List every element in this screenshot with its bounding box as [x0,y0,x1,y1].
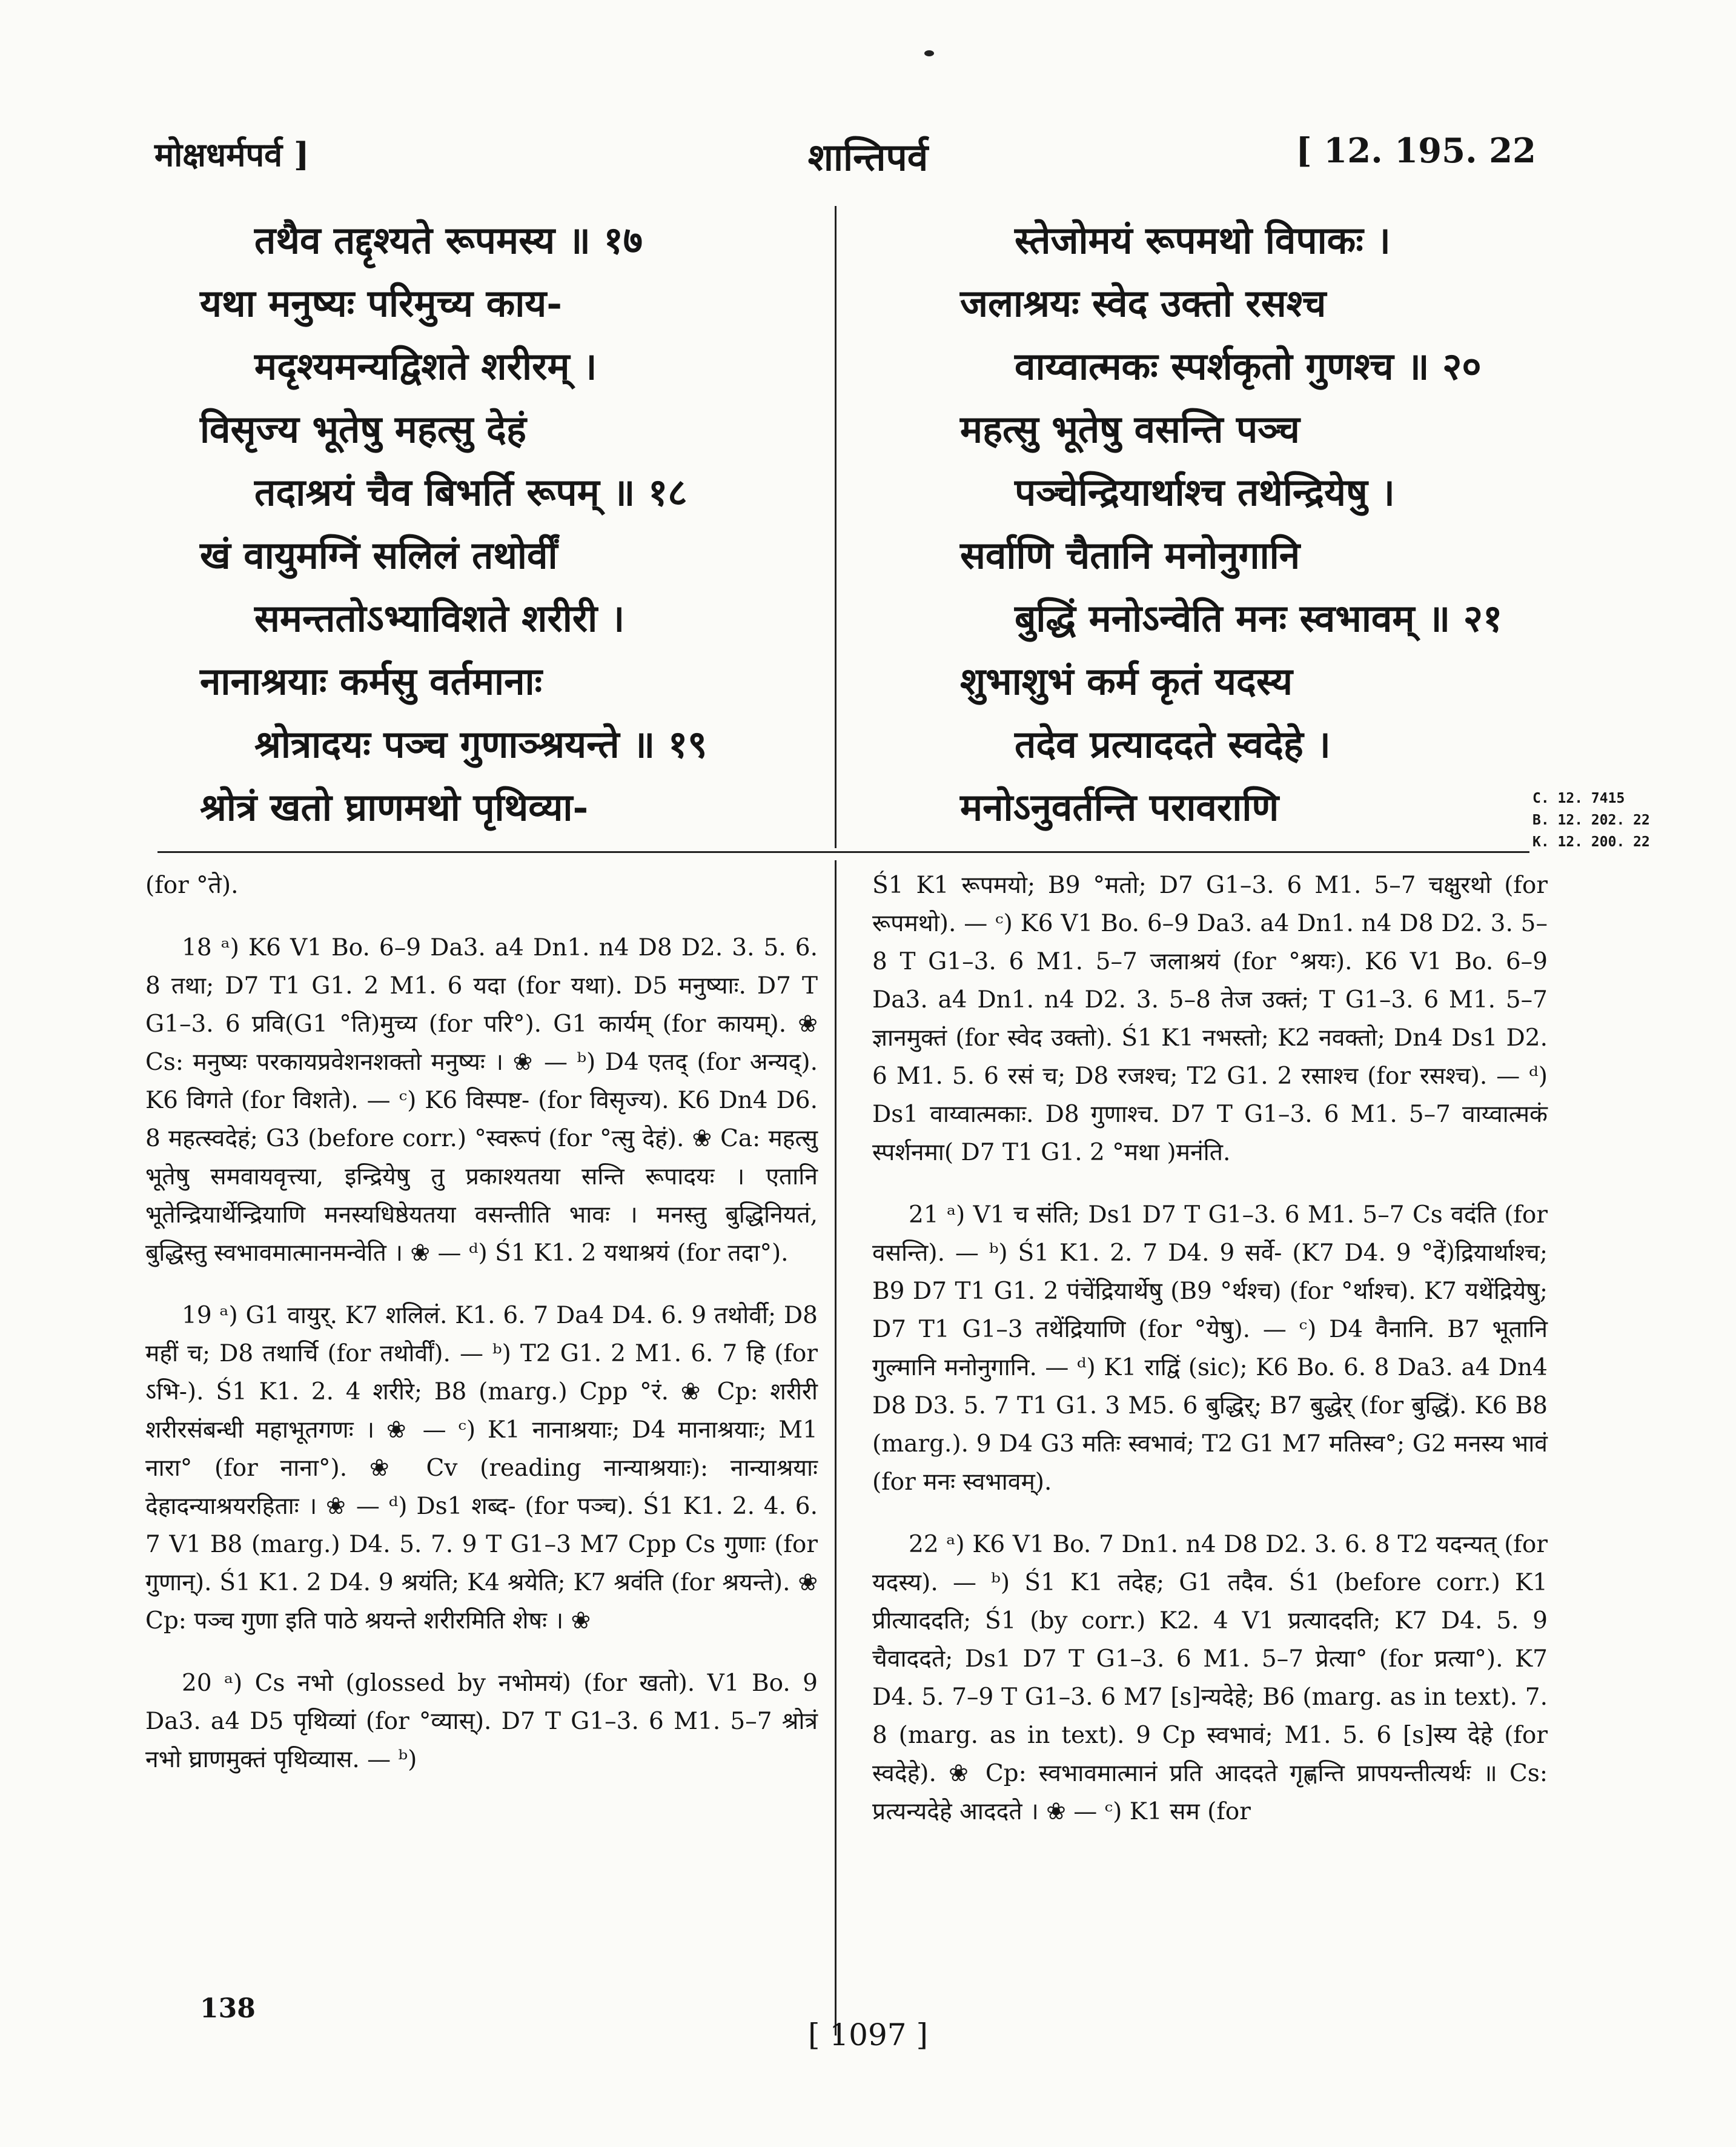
verse-line: विसृज्य भूतेषु महत्सु देहं [200,407,526,451]
verse-line: तथैव तद्दृश्यते रूपमस्य ॥ १७ [254,218,643,262]
concordance-references [1532,788,1650,853]
apparatus-note: Ś1 K1 रूपमयो; B9 °मतो; D7 G1–3. 6 M1. 5–7 चक्षुरथो (for रूपमथो). — ᶜ) K6 V1 Bo. 6–9 Da3. a4 Dn1. n4 D8 D2. 3. 5–8 T G1–3. 6 M1. 5–7 जलाश्रयं (for °श्रयः). K6 V1 Bo. 6–9 Da3. a4 Dn1. n4 D2. 3. 5–8 तेज उक्तं; T G1–3. 6 M1. 5–7 ज्ञानमुक्तं (for स्वेद उक्तो). Ś1 K1 नभस्तो; K2 नवक्तो; Dn4 Ds1 D2. 6 M1. 5. 6 रसं च; D8 रजश्च; T2 G1. 2 रसाश्च (for रसश्च). — ᵈ) Ds1 वाय्वात्मकाः. D8 गुणाश्च. D7 T G1–3. 6 M1. 5–7 वाय्वात्मकं स्पर्शनमा( D7 T1 G1. 2 °मथा )मनंति. [872,872,1548,1166]
verse-line: श्रोत्रं खतो घ्राणमथो पृथिव्या- [200,785,589,829]
column-divider-top [835,206,837,848]
concordance-entry: K. 12. 200. 22 [1532,834,1650,850]
critical-apparatus-right [872,866,1548,1855]
running-header-left: मोक्षधर्मपर्व ] [154,135,310,174]
verse-line: मनोऽनुवर्तन्ति परावराणि [960,785,1279,829]
verse-line: खं वायुमग्निं सलिलं तथोर्वीं [200,533,558,577]
apparatus-note: 20 ᵃ) Cs नभो (glossed by नभोमयं) (for खतो). V1 Bo. 9 Da3. a4 D5 पृथिव्यां (for °व्यास्). D7 T G1–3. 6 M1. 5–7 श्रोत्रं नभो घ्राणमुक्तं पृथिव्यास. — ᵇ) [145,1670,818,1773]
critical-apparatus-left [145,866,818,1803]
folio-number: [ 1097 ] [807,2017,929,2052]
verse-line: नानाश्रयाः कर्मसु वर्तमानाः [200,659,543,703]
concordance-entry: C. 12. 7415 [1532,791,1625,806]
column-divider-notes [835,860,837,2036]
verse-line: समन्ततोऽभ्याविशते शरीरी । [254,596,625,640]
verse-column-left [200,209,812,839]
apparatus-note: 22 ᵃ) K6 V1 Bo. 7 Dn1. n4 D8 D2. 3. 6. 8 T2 यदन्यत् (for यदस्य). — ᵇ) Ś1 K1 तदेह; G1 तदैव. Ś1 (before corr.) K1 प्रीत्याददति; Ś1 (by corr.) K2. 4 V1 प्रत्याददति; K7 D4. 5. 9 चैवाददते; Ds1 D7 T G1–3. 6 M1. 5–7 प्रेत्या° (for प्रत्या°). K7 D4. 5. 7–9 T G1–3. 6 M7 [s]न्यदेहे; B6 (marg. as in text). 7. 8 (marg. as in text). 9 Cp स्वभावं; M1. 5. 6 [s]स्य देहे (for स्वदेहे). ❀ Cp: स्वभावमात्मानं प्रति आददते गृह्णन्ति प्रापयन्तीत्यर्थः ॥ Cs: प्रत्यन्यदेहे आददते । ❀ — ᶜ) K1 सम (for [872,1531,1548,1825]
apparatus-note: 21 ᵃ) V1 च संति; Ds1 D7 T G1–3. 6 M1. 5–7 Cs वदंति (for वसन्ति). — ᵇ) Ś1 K1. 2. 7 D4. 9 सर्वे- (K7 D4. 9 °दें)द्रियार्थाश्च; B9 D7 T1 G1. 2 पंचेंद्रियार्थेषु (B9 °र्थश्च) (for °र्थाश्च). K7 यथेंद्रियेषु; D7 T1 G1–3 तथेंद्रियाणि (for °येषु). — ᶜ) D4 वैनानि. B7 भूतानि गुल्मानि मनोनुगानि. — ᵈ) K1 राद्विं (sic); K6 Bo. 6. 8 Da3. a4 Dn4 D8 D3. 5. 7 T1 G1. 3 M5. 6 बुद्धिर्; B7 बुद्धेर् (for बुद्धिं). K6 B8 (marg.). 9 D4 G3 मतिः स्वभावं; T2 G1 M7 मतिस्व°; G2 मनस्य भावं (for मनः स्वभावम्). [872,1201,1548,1496]
verse-line: महत्सु भूतेषु वसन्ति पञ्च [960,407,1300,451]
printer-mark [924,48,935,57]
verse-line: वाय्वात्मकः स्पर्शकृतो गुणश्च ॥ २० [1015,344,1482,388]
verse-line: श्रोत्रादयः पञ्च गुणाञ्श्रयन्ते ॥ १९ [254,722,707,766]
page-number: 138 [200,1993,256,2024]
footnote-rule [157,851,1529,853]
verse-line: यथा मनुष्यः परिमुच्य काय- [200,281,562,325]
verse-line: जलाश्रयः स्वेद उक्तो रसश्च [960,281,1327,325]
apparatus-note: 18 ᵃ) K6 V1 Bo. 6–9 Da3. a4 Dn1. n4 D8 D2. 3. 5. 6. 8 तथा; D7 T1 G1. 2 M1. 6 यदा (for यथा). D5 मनुष्याः. D7 T G1–3. 6 प्रवि(G1 °ति)मुच्य (for परि°). G1 कार्यम् (for कायम्). ❀ Cs: मनुष्यः परकायप्रवेशनशक्तो मनुष्यः । ❀ — ᵇ) D4 एतद् (for अन्यद्). K6 विगते (for विशते). — ᶜ) K6 विस्पष्ट- (for विसृज्य). K6 Dn4 D6. 8 महत्स्वदेहं; G3 (before corr.) °स्वरूपं (for °त्सु देहं). ❀ Ca: महत्सु भूतेषु समवायवृत्त्या, इन्द्रियेषु तु प्रकाश्यतया सन्ति रूपादयः । एतानि भूतेन्द्रियार्थेन्द्रियाणि मनस्यधिष्ठेयतया वसन्तीति भावः । मनस्तु बुद्धिनियतं, बुद्धिस्तु स्वभावमात्मानमन्वेति । ❀ — ᵈ) Ś1 K1. 2 यथाश्रयं (for तदा°). [145,934,818,1267]
verse-line: मदृश्यमन्यद्विशते शरीरम् । [254,344,597,388]
verse-line: पञ्चेन्द्रियार्थाश्च तथेन्द्रियेषु । [1015,470,1395,514]
running-header-center: शान्तिपर्व [807,135,929,179]
verse-line: सर्वाणि चैतानि मनोनुगानि [960,533,1300,577]
running-header-right: [ 12. 195. 22 [1296,131,1536,171]
verse-line: स्तेजोमयं रूपमथो विपाकः । [1015,218,1391,262]
concordance-entry: B. 12. 202. 22 [1532,812,1650,828]
apparatus-note: 19 ᵃ) G1 वायुर्. K7 शलिलं. K1. 6. 7 Da4 D4. 6. 9 तथोर्वी; D8 महीं च; D8 तथार्चि (for तथोर्वीं). — ᵇ) T2 G1. 2 M1. 6. 7 हि (for ऽभि-). Ś1 K1. 2. 4 शरीरे; B8 (marg.) Cpp °रं. ❀ Cp: शरीरी शरीरसंबन्धी महाभूतगणः । ❀ — ᶜ) K1 नानाश्रयाः; D4 मानाश्रयाः; M1 नारा° (for नाना°). ❀ Cv (reading नान्याश्रयाः): नान्याश्रयाः देहादन्याश्रयरहिताः । ❀ — ᵈ) Ds1 शब्द- (for पञ्च). Ś1 K1. 2. 4. 6. 7 V1 B8 (marg.) D4. 5. 7. 9 T G1–3 M7 Cpp Cs गुणाः (for गुणान्). Ś1 K1. 2 D4. 9 श्रयंति; K4 श्रयेति; K7 श्रवंति (for श्रयन्ते). ❀ Cp: पञ्च गुणा इति पाठे श्रयन्ते शरीरमिति शेषः । ❀ [145,1302,818,1634]
verse-column-right [960,209,1542,839]
verse-line: तदाश्रयं चैव बिभर्ति रूपम् ॥ १८ [254,470,687,514]
verse-line: तदेव प्रत्याददते स्वदेहे । [1015,722,1331,766]
verse-line: बुद्धिं मनोऽन्वेति मनः स्वभावम् ॥ २१ [1015,596,1503,640]
apparatus-note: (for °ते). [145,872,239,899]
verse-line: शुभाशुभं कर्म कृतं यदस्य [960,659,1293,703]
